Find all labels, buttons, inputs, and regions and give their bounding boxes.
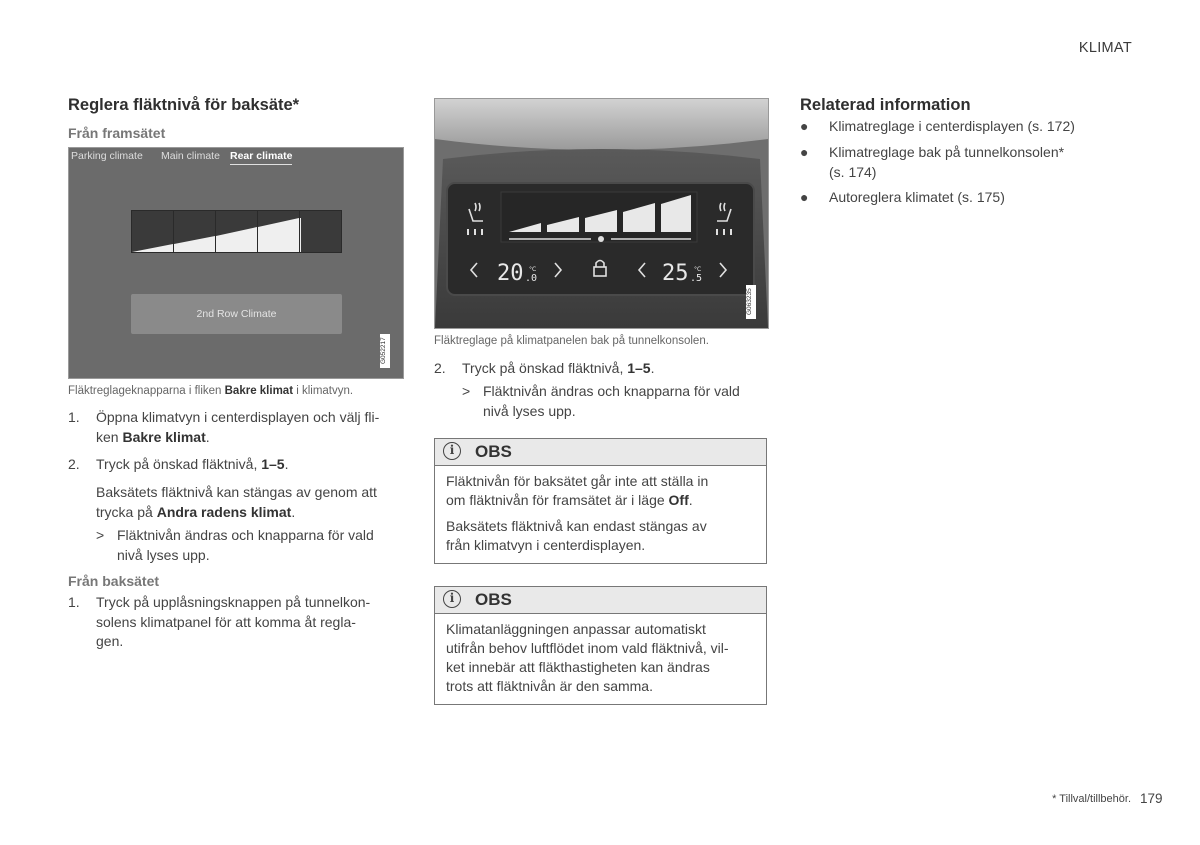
step-1: 1. Öppna klimatvyn i centerdisplayen och välj fli- ken Bakre klimat. <box>68 409 380 445</box>
rear-climate-screen-figure <box>68 147 404 379</box>
figure-caption-middle: Fläktreglage på klimatpanelen bak på tunnelkonsolen. <box>434 335 709 347</box>
middle-step-2: 2. Tryck på önskad fläktnivå, 1–5. <box>434 360 655 376</box>
note-box-2 <box>434 586 767 705</box>
fan-level-button-1[interactable] <box>131 210 174 253</box>
tab-parking-climate[interactable]: Parking climate <box>71 150 143 162</box>
figure-code: G063235 <box>746 285 756 319</box>
note-box-1 <box>434 438 767 564</box>
rear-step-1: 1. Tryck på upplåsningsknappen på tunnelkon- solens klimatpanel för att komma åt regla- gen. <box>68 594 371 649</box>
middle-step-2-result: > Fläktnivån ändras och knapparna för vald nivå lyses upp. <box>462 383 740 419</box>
svg-text:.5: .5 <box>690 273 703 284</box>
subheading-rear: Från baksätet <box>68 573 160 589</box>
footnote: * Tillval/tillbehör. <box>1052 793 1131 805</box>
svg-text:.0: .0 <box>525 273 538 284</box>
tab-main-climate[interactable]: Main climate <box>161 150 220 162</box>
note-title: OBS <box>475 590 512 609</box>
chapter-header: KLIMAT <box>1078 40 1132 56</box>
tunnel-console-climate-panel-photo <box>434 98 769 329</box>
fan-level-button-3[interactable] <box>215 210 258 253</box>
step-2: 2. Tryck på önskad fläktnivå, 1–5. <box>68 456 289 472</box>
related-link-1[interactable]: ● Klimatreglage i centerdisplayen (s. 172) <box>800 118 1075 134</box>
info-icon: i <box>443 590 461 608</box>
second-row-climate-button[interactable]: 2nd Row Climate <box>131 294 342 334</box>
figure-caption-left: Fläktreglageknapparna i fliken Bakre klimat i klimatvyn. <box>68 385 354 397</box>
note-paragraph: Baksätets fläktnivå kan endast stängas av från klimatvyn i centerdisplayen. <box>446 518 707 553</box>
tab-rear-climate[interactable]: Rear climate <box>230 150 292 165</box>
note-paragraph: Klimatanläggningen anpassar automatiskt utifrån behov luftflödet inom vald fläktnivå, vil- ket innebär att fläkthastigheten kan ändras trots att fläktnivån är den samma. <box>446 621 729 694</box>
figure-code: G052217 <box>380 334 390 368</box>
note-title: OBS <box>475 442 512 461</box>
page-number: 179 <box>1140 791 1163 806</box>
note-paragraph: Fläktnivån för baksätet går inte att ställa in om fläktnivån för framsätet är i läge Off. <box>446 473 709 508</box>
left-temperature-display: 20 <box>497 261 524 286</box>
fan-level-button-4[interactable] <box>257 210 300 253</box>
fan-level-button-2[interactable] <box>173 210 216 253</box>
right-temperature-display: 25 <box>662 261 689 286</box>
step-2-note: Baksätets fläktnivå kan stängas av genom att trycka på Andra radens klimat. <box>96 484 377 520</box>
fan-level-button-5[interactable] <box>299 210 342 253</box>
step-2-result: > Fläktnivån ändras och knapparna för vald nivå lyses upp. <box>96 527 374 563</box>
subheading-front: Från framsätet <box>68 125 166 141</box>
note-box-header <box>435 587 766 614</box>
related-link-3[interactable]: ● Autoreglera klimatet (s. 175) <box>800 189 1005 205</box>
info-icon: i <box>443 442 461 460</box>
related-info-title: Relaterad information <box>800 96 971 114</box>
svg-text:°C: °C <box>694 266 702 273</box>
note-box-header <box>435 439 766 466</box>
svg-text:°C: °C <box>529 266 537 273</box>
section-title: Reglera fläktnivå för baksäte* <box>68 96 300 114</box>
related-link-2[interactable]: ● Klimatreglage bak på tunnelkonsolen* (s. 174) <box>800 144 1065 180</box>
